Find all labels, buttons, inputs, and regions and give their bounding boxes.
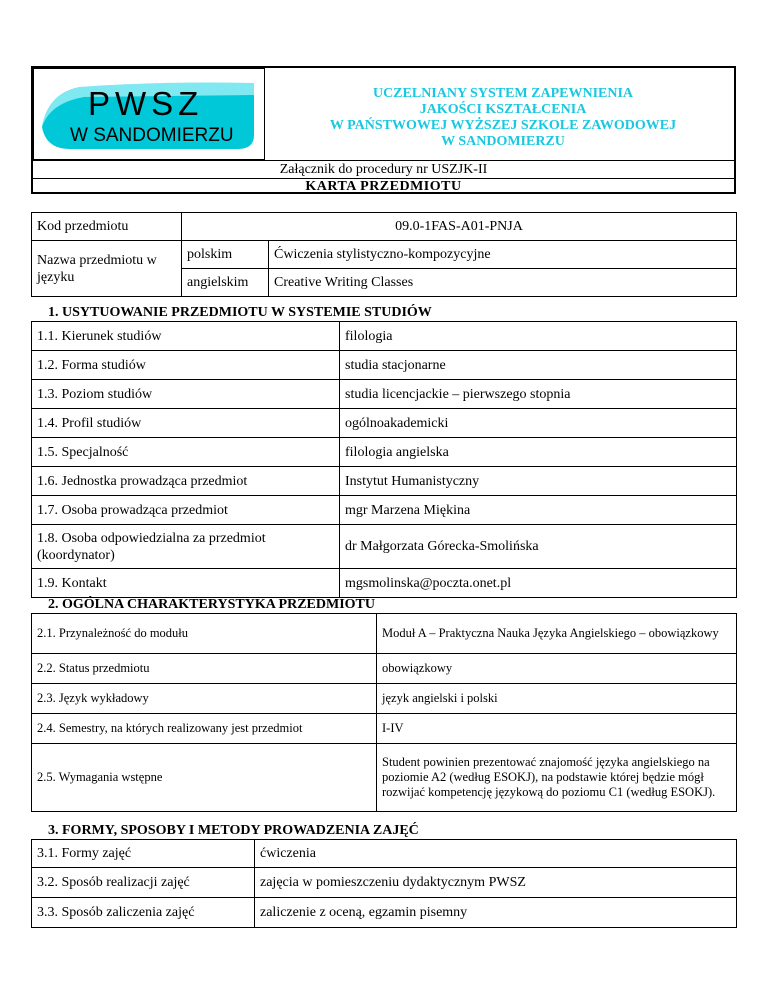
row-label: 2.4. Semestry, na których realizowany jest przedmiot (32, 714, 377, 744)
row-label: 1.7. Osoba prowadząca przedmiot (32, 496, 340, 525)
document-header (31, 66, 736, 194)
row-value: filologia angielska (340, 438, 737, 467)
row-value: zajęcia w pomieszczeniu dydaktycznym PWSZ (255, 868, 737, 898)
code-label: Kod przedmiotu (32, 213, 182, 241)
pwsz-logo (40, 75, 258, 153)
row-value: filologia (340, 322, 737, 351)
row-value: I-IV (377, 714, 737, 744)
title-line: UCZELNIANY SYSTEM ZAPEWNIENIA (372, 86, 634, 101)
name-pl-value: Ćwiczenia stylistyczno-kompozycyjne (269, 241, 737, 269)
logo-text-pwsz: PWSZ (88, 85, 204, 122)
row-label: 3.2. Sposób realizacji zajęć (32, 868, 255, 898)
title-line: W PAŃSTWOWEJ WYŻSZEJ SZKOLE ZAWODOWEJ (329, 118, 677, 133)
row-value: ogólnoakademicki (340, 409, 737, 438)
row-value: mgr Marzena Miękina (340, 496, 737, 525)
row-label: 2.3. Język wykładowy (32, 684, 377, 714)
title-line: JAKOŚCI KSZTAŁCENIA (419, 102, 587, 117)
row-value: Moduł A – Praktyczna Nauka Języka Angielskiego – obowiązkowy (377, 614, 737, 654)
row-value: mgsmolinska@poczta.onet.pl (340, 569, 737, 598)
name-en-value: Creative Writing Classes (269, 269, 737, 297)
row-label: 1.6. Jednostka prowadząca przedmiot (32, 467, 340, 496)
logo-text-city: W SANDOMIERZU (70, 125, 234, 146)
logo-frame (33, 68, 265, 160)
card-title: KARTA PRZEDMIOTU (305, 179, 462, 194)
row-label-text: 1.8. Osoba odpowiedzialna za przedmiot (koordynator) (37, 530, 266, 563)
section-1-table (31, 321, 737, 598)
university-title (273, 86, 733, 150)
row-value: język angielski i polski (377, 684, 737, 714)
code-value: 09.0-1FAS-A01-PNJA (182, 213, 737, 241)
row-label: 2.2. Status przedmiotu (32, 654, 377, 684)
name-label: Nazwa przedmiotu w języku (32, 241, 182, 297)
row-value: zaliczenie z oceną, egzamin pisemny (255, 898, 737, 928)
title-line: W SANDOMIERZU (441, 134, 565, 149)
row-label: 3.3. Sposób zaliczenia zajęć (32, 898, 255, 928)
row-label: 1.5. Specjalność (32, 438, 340, 467)
row-value: Student powinien prezentować znajomość języka angielskiego na poziomie A2 (według ESOKJ), na podstawie której będzie mógł rozwijać kompetencję językową do poziomu C1 (według ESOKJ). (377, 744, 737, 812)
row-value: obowiązkowy (377, 654, 737, 684)
row-label: 2.5. Wymagania wstępne (32, 744, 377, 812)
row-label: 1.4. Profil studiów (32, 409, 340, 438)
row-label: 1.1. Kierunek studiów (32, 322, 340, 351)
section-2-heading: 2. OGÓLNA CHARAKTERYSTYKA PRZEDMIOTU (48, 597, 375, 612)
section-3-table (31, 839, 737, 928)
row-value: studia licencjackie – pierwszego stopnia (340, 380, 737, 409)
section-2-table (31, 613, 737, 812)
row-label: 1.3. Poziom studiów (32, 380, 340, 409)
row-value: Instytut Humanistyczny (340, 467, 737, 496)
course-id-table (31, 212, 737, 297)
lang-en-label: angielskim (182, 269, 269, 297)
section-1-heading: 1. USYTUOWANIE PRZEDMIOTU W SYSTEMIE STUDIÓW (48, 305, 432, 320)
row-value: ćwiczenia (255, 840, 737, 868)
row-label (32, 525, 340, 569)
row-value: dr Małgorzata Górecka-Smolińska (340, 525, 737, 569)
row-label: 1.9. Kontakt (32, 569, 340, 598)
row-label: 2.1. Przynależność do modułu (32, 614, 377, 654)
row-label: 1.2. Forma studiów (32, 351, 340, 380)
lang-pl-label: polskim (182, 241, 269, 269)
row-label: 3.1. Formy zajęć (32, 840, 255, 868)
row-value: studia stacjonarne (340, 351, 737, 380)
appendix-note: Załącznik do procedury nr USZJK-II (279, 162, 488, 177)
section-3-heading: 3. FORMY, SPOSOBY I METODY PROWADZENIA ZAJĘĆ (48, 823, 419, 838)
